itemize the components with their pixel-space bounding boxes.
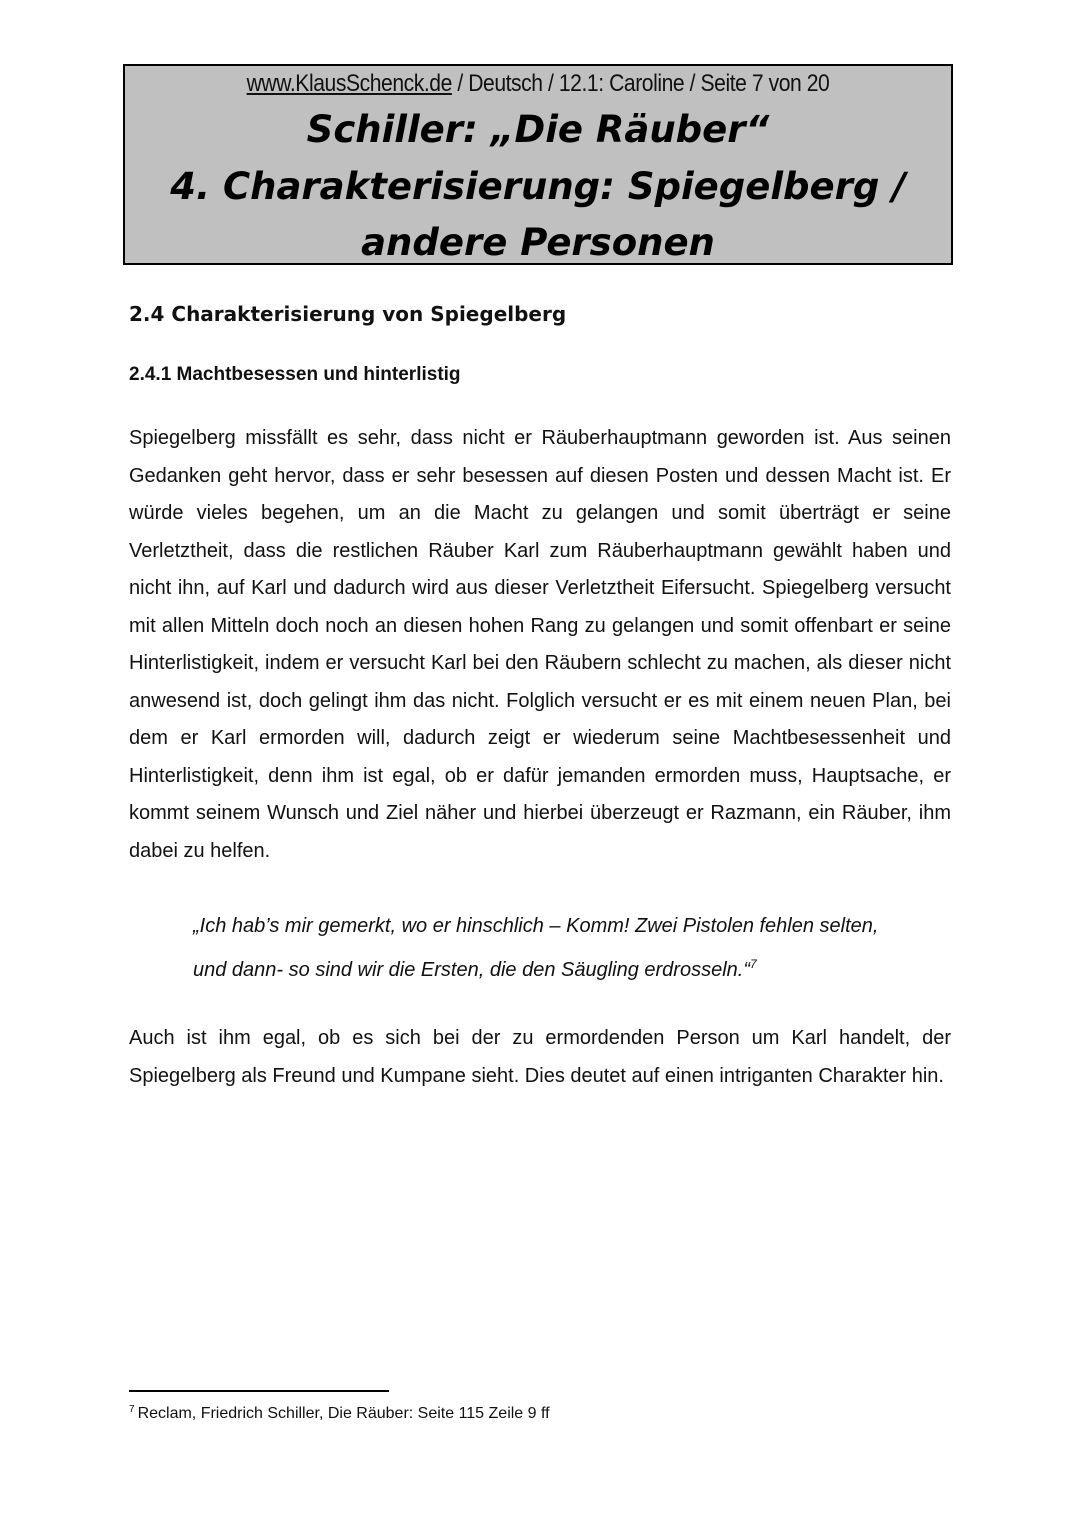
header-meta [175,70,902,98]
title-line-1: Schiller: „Die Räuber“ [306,108,770,151]
quote-line-1: „Ich hab’s mir gemerkt, wo er hinschlich – Komm! Zwei Pistolen fehlen selten, [193,915,879,937]
footnote [129,1404,550,1423]
header-box [123,64,953,265]
title-line-2: 4. Charakterisierung: Spiegelberg / [170,165,906,208]
paragraph-2: Auch ist ihm egal, ob es sich bei der zu ermordenden Person um Karl handelt, der Spiegelberg als Freund und Kumpane sieht. Dies deutet auf einen intriganten Charakter hin. [129,1027,951,1087]
subsection-heading: 2.4.1 Machtbesessen und hinterlistig [129,364,461,385]
title-line-3: andere Personen [361,221,715,264]
quote-footnote-ref[interactable]: 7 [750,957,757,971]
section-heading: 2.4 Charakterisierung von Spiegelberg [129,302,567,326]
quote-line-2-text: und dann- so sind wir die Ersten, die den Säugling erdrosseln.“ [193,959,750,981]
footnote-text: Reclam, Friedrich Schiller, Die Räuber: Seite 115 Zeile 9 ff [137,1405,550,1422]
quote-line-2 [193,945,953,989]
site-link[interactable]: www.KlausSchenck.de [246,70,452,97]
footnote-divider [129,1390,389,1392]
quote-block [193,907,953,989]
paragraph-1: Spiegelberg missfällt es sehr, dass nicht er Räuberhauptmann geworden ist. Aus seinen Gedanken geht hervor, dass er sehr besessen auf diesen Posten und dessen Macht ist. Er würde vieles begehen, um an die Macht zu gelangen und somit überträgt er seine Verletztheit, dass die restlichen Räuber Karl zum Räuberhauptmann gewählt haben und nicht ihn, auf Karl und dadurch wird aus dieser Verletztheit Eifersucht. Spiegelberg versucht mit allen Mitteln doch noch an diesen hohen Rang zu gelangen und somit offenbart er seine Hinterlistigkeit, indem er versucht Karl bei den Räubern schlecht zu machen, als dieser nicht anwesend ist, doch gelingt ihm das nicht. Folglich versucht er es mit einem neuen Plan, bei dem er Karl ermorden will, dadurch zeigt er wiederum seine Machtbesessenheit und Hinterlistigkeit, denn ihm ist egal, ob er dafür jemanden ermorden muss, Hauptsache, er kommt seinem Wunsch und Ziel näher und hierbei überzeugt er Razmann, ein Räuber, ihm dabei zu helfen. [129,427,951,862]
footnote-number: 7 [129,1404,135,1415]
header-meta-text: / Deutsch / 12.1: Caroline / Seite 7 von 20 [451,70,830,97]
